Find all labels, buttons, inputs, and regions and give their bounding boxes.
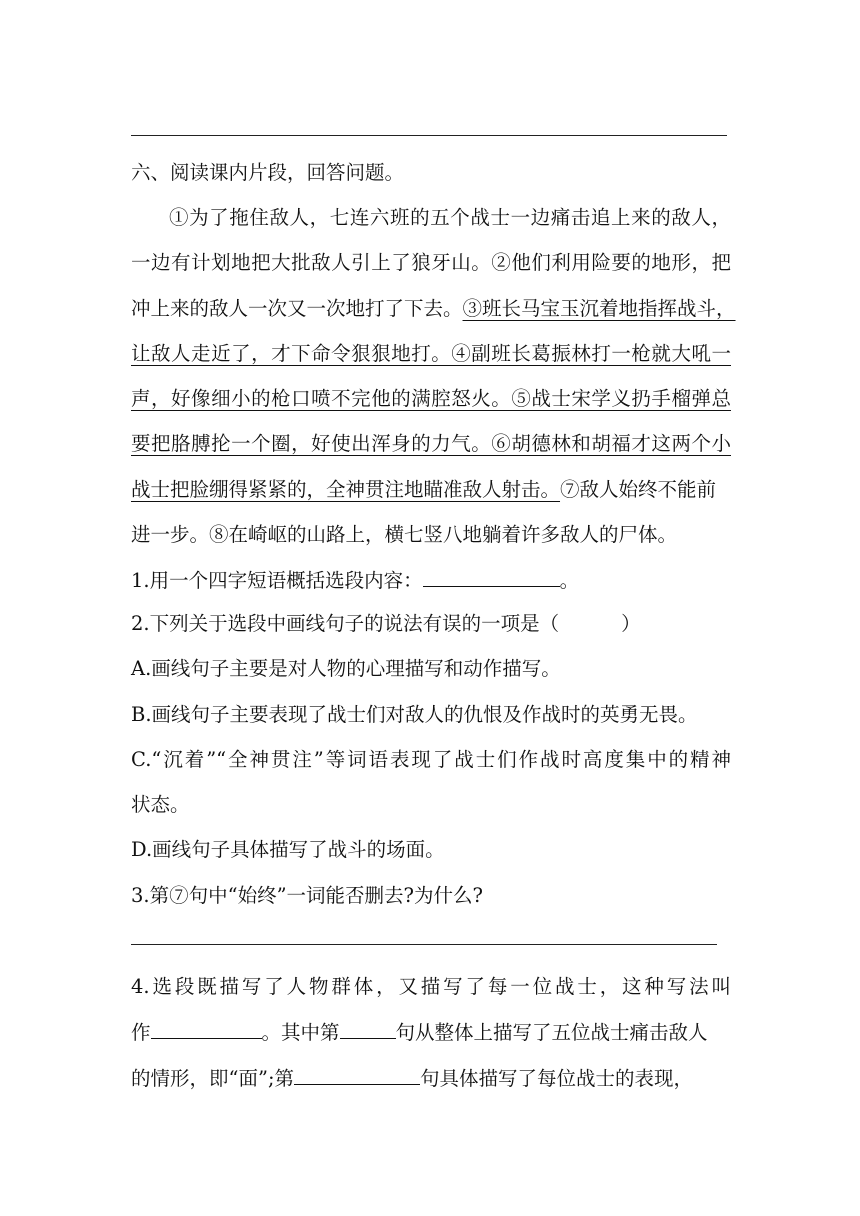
question-4: 4.选段既描写了人物群体，又描写了每一位战士，这种写法叫	[131, 975, 731, 998]
option-d: D.画线句子具体描写了战斗的场面。	[131, 838, 445, 861]
question-1-text: 1.用一个四字短语概括选段内容：	[131, 569, 423, 592]
answer-blank[interactable]	[423, 568, 560, 587]
q4-text: 的情形，即“面”;第	[131, 1067, 295, 1090]
passage-line	[131, 297, 736, 321]
question-2-close: ）	[621, 612, 641, 635]
passage-text: ⑦敌人始终不能前	[560, 478, 717, 501]
passage-line: ①为了拖住敌人，七连六班的五个战士一边痛击追上来的敌人，	[169, 206, 731, 229]
passage-line	[131, 478, 731, 502]
underlined-sentence: 声，好像细小的枪口喷不完他的满腔怒火。⑤战士宋学义扔手榴弹总	[131, 387, 731, 410]
question-2-text: 2.下列关于选段中画线句子的说法有误的一项是（	[131, 612, 560, 635]
underlined-sentence: 要把胳膊抡一个圈，好使出浑身的力气。⑥胡德林和胡福才这两个小	[131, 432, 731, 455]
answer-blank[interactable]	[294, 1066, 420, 1085]
answer-blank[interactable]	[151, 1020, 262, 1039]
option-c-cont: 状态。	[131, 793, 190, 816]
passage-line: 一边有计划地把大批敌人引上了狼牙山。②他们利用险要的地形，把	[131, 251, 731, 274]
passage-text: 冲上来的敌人一次又一次地打了下去。	[131, 297, 463, 320]
section-title: 六、阅读课内片段，回答问题。	[131, 161, 405, 184]
q4-text: 句从整体上描写了五位战士痛击敌人	[395, 1021, 708, 1044]
answer-blank[interactable]	[340, 1020, 396, 1039]
underlined-sentence: 战士把脸绷得紧紧的，全神贯注地瞄准敌人射击。	[131, 478, 561, 501]
answer-line-top	[131, 135, 727, 136]
question-1	[131, 568, 731, 593]
passage-line: 进一步。⑧在崎岖的山路上，横七竖八地躺着许多敌人的尸体。	[131, 523, 678, 546]
answer-line-q3[interactable]	[131, 944, 717, 945]
option-c: C.“沉着”“全神贯注”等词语表现了战士们作战时高度集中的精神	[131, 748, 731, 771]
question-4-line3	[131, 1066, 731, 1091]
q4-text: 。其中第	[261, 1021, 340, 1044]
option-b: B.画线句子主要表现了战士们对敌人的仇恨及作战时的英勇无畏。	[131, 703, 698, 726]
question-4-line2	[131, 1020, 731, 1045]
q4-text: 作	[131, 1021, 151, 1044]
question-2-stem	[131, 612, 731, 636]
underlined-sentence: ③班长马宝玉沉着地指挥战斗，	[462, 297, 736, 320]
option-a: A.画线句子主要是对人物的心理描写和动作描写。	[131, 657, 561, 680]
question-3: 3.第⑦句中“始终”一词能否删去?为什么?	[131, 884, 483, 907]
question-1-end: 。	[559, 569, 580, 592]
q4-text: 句具体描写了每位战士的表现，	[420, 1067, 694, 1090]
underlined-sentence: 让敌人走近了，才下命令狠狠地打。④副班长葛振林打一枪就大吼一	[131, 342, 731, 365]
